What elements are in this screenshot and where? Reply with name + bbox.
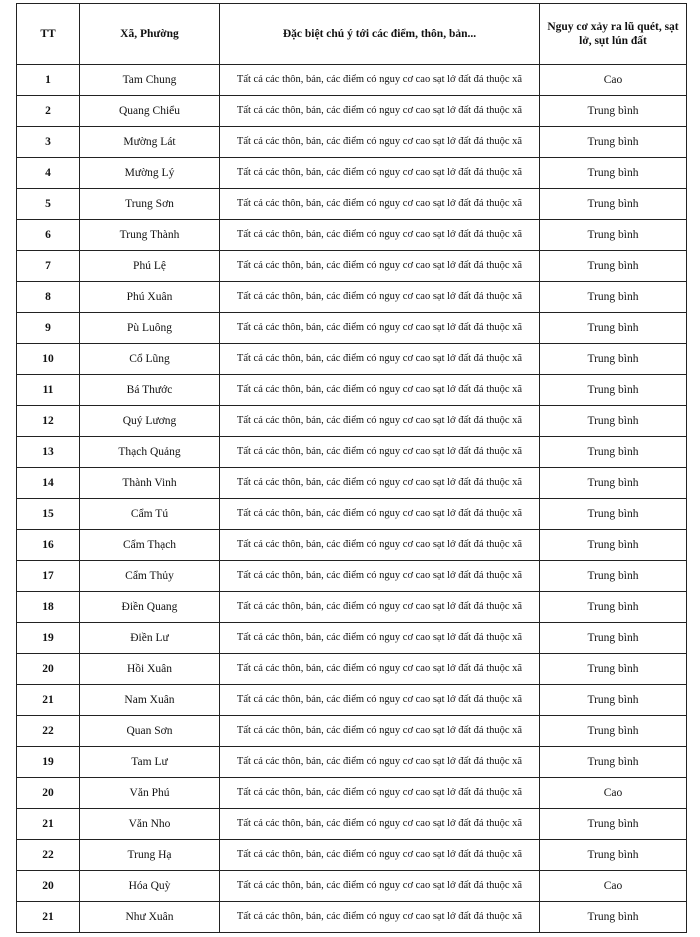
cell-commune: Hồi Xuân [80, 654, 220, 685]
cell-commune: Như Xuân [80, 902, 220, 933]
cell-tt: 21 [17, 902, 80, 933]
cell-risk: Trung bình [540, 902, 687, 933]
table-row [17, 189, 687, 220]
cell-commune: Trung Sơn [80, 189, 220, 220]
cell-tt: 13 [17, 437, 80, 468]
header-note: Đặc biệt chú ý tới các điểm, thôn, bản... [220, 4, 540, 65]
cell-risk: Trung bình [540, 623, 687, 654]
cell-note: Tất cả các thôn, bản, các điểm có nguy cơ cao sạt lở đất đá thuộc xã [220, 840, 540, 871]
cell-commune: Nam Xuân [80, 685, 220, 716]
cell-commune: Cổ Lũng [80, 344, 220, 375]
cell-risk: Trung bình [540, 561, 687, 592]
cell-note: Tất cả các thôn, bản, các điểm có nguy cơ cao sạt lở đất đá thuộc xã [220, 716, 540, 747]
cell-commune: Hóa Quỳ [80, 871, 220, 902]
cell-risk: Cao [540, 778, 687, 809]
table-row [17, 313, 687, 344]
table-header [17, 4, 687, 65]
cell-tt: 19 [17, 623, 80, 654]
cell-risk: Trung bình [540, 530, 687, 561]
cell-commune: Văn Nho [80, 809, 220, 840]
cell-commune: Trung Hạ [80, 840, 220, 871]
table-row [17, 716, 687, 747]
table-row [17, 530, 687, 561]
cell-note: Tất cả các thôn, bản, các điểm có nguy cơ cao sạt lở đất đá thuộc xã [220, 189, 540, 220]
cell-note: Tất cả các thôn, bản, các điểm có nguy cơ cao sạt lở đất đá thuộc xã [220, 685, 540, 716]
cell-commune: Tam Lư [80, 747, 220, 778]
cell-commune: Tam Chung [80, 65, 220, 96]
cell-tt: 3 [17, 127, 80, 158]
cell-note: Tất cả các thôn, bản, các điểm có nguy cơ cao sạt lở đất đá thuộc xã [220, 65, 540, 96]
cell-tt: 22 [17, 716, 80, 747]
table-row [17, 809, 687, 840]
cell-risk: Trung bình [540, 685, 687, 716]
cell-commune: Phú Lệ [80, 251, 220, 282]
table-row [17, 778, 687, 809]
table-body [17, 65, 687, 933]
cell-note: Tất cả các thôn, bản, các điểm có nguy cơ cao sạt lở đất đá thuộc xã [220, 468, 540, 499]
cell-commune: Cẩm Thủy [80, 561, 220, 592]
cell-risk: Trung bình [540, 654, 687, 685]
cell-risk: Trung bình [540, 251, 687, 282]
cell-commune: Bá Thước [80, 375, 220, 406]
table-row [17, 623, 687, 654]
table-row [17, 685, 687, 716]
cell-commune: Quý Lương [80, 406, 220, 437]
cell-tt: 11 [17, 375, 80, 406]
cell-note: Tất cả các thôn, bản, các điểm có nguy cơ cao sạt lở đất đá thuộc xã [220, 220, 540, 251]
cell-note: Tất cả các thôn, bản, các điểm có nguy cơ cao sạt lở đất đá thuộc xã [220, 127, 540, 158]
cell-note: Tất cả các thôn, bản, các điểm có nguy cơ cao sạt lở đất đá thuộc xã [220, 561, 540, 592]
risk-table [16, 3, 687, 933]
table-row [17, 158, 687, 189]
table-row [17, 592, 687, 623]
table-row [17, 871, 687, 902]
cell-tt: 15 [17, 499, 80, 530]
cell-risk: Trung bình [540, 437, 687, 468]
cell-note: Tất cả các thôn, bản, các điểm có nguy cơ cao sạt lở đất đá thuộc xã [220, 375, 540, 406]
table-row [17, 251, 687, 282]
cell-risk: Trung bình [540, 344, 687, 375]
cell-note: Tất cả các thôn, bản, các điểm có nguy cơ cao sạt lở đất đá thuộc xã [220, 251, 540, 282]
cell-risk: Trung bình [540, 809, 687, 840]
cell-note: Tất cả các thôn, bản, các điểm có nguy cơ cao sạt lở đất đá thuộc xã [220, 282, 540, 313]
cell-commune: Văn Phú [80, 778, 220, 809]
cell-risk: Trung bình [540, 499, 687, 530]
cell-commune: Phú Xuân [80, 282, 220, 313]
cell-commune: Thạch Quảng [80, 437, 220, 468]
cell-note: Tất cả các thôn, bản, các điểm có nguy cơ cao sạt lở đất đá thuộc xã [220, 530, 540, 561]
table-row [17, 406, 687, 437]
cell-tt: 14 [17, 468, 80, 499]
cell-note: Tất cả các thôn, bản, các điểm có nguy cơ cao sạt lở đất đá thuộc xã [220, 809, 540, 840]
cell-commune: Cẩm Thạch [80, 530, 220, 561]
cell-tt: 20 [17, 778, 80, 809]
table-row [17, 654, 687, 685]
cell-tt: 21 [17, 685, 80, 716]
cell-risk: Trung bình [540, 468, 687, 499]
cell-tt: 5 [17, 189, 80, 220]
cell-note: Tất cả các thôn, bản, các điểm có nguy cơ cao sạt lở đất đá thuộc xã [220, 158, 540, 189]
header-row [17, 4, 687, 65]
table-row [17, 902, 687, 933]
cell-risk: Trung bình [540, 592, 687, 623]
cell-risk: Trung bình [540, 375, 687, 406]
cell-note: Tất cả các thôn, bản, các điểm có nguy cơ cao sạt lở đất đá thuộc xã [220, 871, 540, 902]
cell-note: Tất cả các thôn, bản, các điểm có nguy cơ cao sạt lở đất đá thuộc xã [220, 96, 540, 127]
cell-tt: 19 [17, 747, 80, 778]
cell-commune: Thành Vinh [80, 468, 220, 499]
table-row [17, 65, 687, 96]
table-row [17, 344, 687, 375]
cell-tt: 1 [17, 65, 80, 96]
table-row [17, 437, 687, 468]
cell-risk: Trung bình [540, 158, 687, 189]
cell-tt: 6 [17, 220, 80, 251]
cell-risk: Trung bình [540, 840, 687, 871]
cell-note: Tất cả các thôn, bản, các điểm có nguy cơ cao sạt lở đất đá thuộc xã [220, 406, 540, 437]
cell-tt: 4 [17, 158, 80, 189]
cell-risk: Trung bình [540, 747, 687, 778]
cell-note: Tất cả các thôn, bản, các điểm có nguy cơ cao sạt lở đất đá thuộc xã [220, 623, 540, 654]
cell-commune: Trung Thành [80, 220, 220, 251]
table-row [17, 282, 687, 313]
cell-commune: Điền Lư [80, 623, 220, 654]
cell-note: Tất cả các thôn, bản, các điểm có nguy cơ cao sạt lở đất đá thuộc xã [220, 592, 540, 623]
cell-note: Tất cả các thôn, bản, các điểm có nguy cơ cao sạt lở đất đá thuộc xã [220, 437, 540, 468]
table-row [17, 499, 687, 530]
cell-tt: 9 [17, 313, 80, 344]
cell-tt: 2 [17, 96, 80, 127]
cell-tt: 10 [17, 344, 80, 375]
cell-note: Tất cả các thôn, bản, các điểm có nguy cơ cao sạt lở đất đá thuộc xã [220, 902, 540, 933]
table-row [17, 747, 687, 778]
cell-tt: 21 [17, 809, 80, 840]
cell-tt: 17 [17, 561, 80, 592]
cell-tt: 16 [17, 530, 80, 561]
cell-risk: Trung bình [540, 282, 687, 313]
cell-risk: Trung bình [540, 716, 687, 747]
cell-note: Tất cả các thôn, bản, các điểm có nguy cơ cao sạt lở đất đá thuộc xã [220, 499, 540, 530]
cell-note: Tất cả các thôn, bản, các điểm có nguy cơ cao sạt lở đất đá thuộc xã [220, 313, 540, 344]
header-commune: Xã, Phường [80, 4, 220, 65]
table-row [17, 561, 687, 592]
cell-note: Tất cả các thôn, bản, các điểm có nguy cơ cao sạt lở đất đá thuộc xã [220, 778, 540, 809]
cell-risk: Trung bình [540, 127, 687, 158]
cell-note: Tất cả các thôn, bản, các điểm có nguy cơ cao sạt lở đất đá thuộc xã [220, 344, 540, 375]
cell-commune: Quang Chiểu [80, 96, 220, 127]
cell-tt: 22 [17, 840, 80, 871]
table-row [17, 96, 687, 127]
cell-risk: Trung bình [540, 313, 687, 344]
header-risk: Nguy cơ xảy ra lũ quét, sạt lở, sụt lún đất [540, 4, 687, 65]
table-row [17, 220, 687, 251]
table-row [17, 468, 687, 499]
cell-tt: 20 [17, 871, 80, 902]
table-row [17, 840, 687, 871]
cell-risk: Trung bình [540, 406, 687, 437]
cell-tt: 7 [17, 251, 80, 282]
table-row [17, 375, 687, 406]
cell-tt: 20 [17, 654, 80, 685]
cell-note: Tất cả các thôn, bản, các điểm có nguy cơ cao sạt lở đất đá thuộc xã [220, 654, 540, 685]
cell-risk: Cao [540, 65, 687, 96]
cell-commune: Điền Quang [80, 592, 220, 623]
cell-risk: Trung bình [540, 220, 687, 251]
cell-tt: 12 [17, 406, 80, 437]
table-row [17, 127, 687, 158]
cell-risk: Trung bình [540, 96, 687, 127]
cell-commune: Quan Sơn [80, 716, 220, 747]
cell-tt: 18 [17, 592, 80, 623]
cell-commune: Mường Lát [80, 127, 220, 158]
cell-risk: Trung bình [540, 189, 687, 220]
document-page [16, 3, 686, 933]
header-tt: TT [17, 4, 80, 65]
cell-commune: Cẩm Tú [80, 499, 220, 530]
cell-risk: Cao [540, 871, 687, 902]
cell-commune: Mường Lý [80, 158, 220, 189]
cell-commune: Pù Luông [80, 313, 220, 344]
cell-note: Tất cả các thôn, bản, các điểm có nguy cơ cao sạt lở đất đá thuộc xã [220, 747, 540, 778]
cell-tt: 8 [17, 282, 80, 313]
